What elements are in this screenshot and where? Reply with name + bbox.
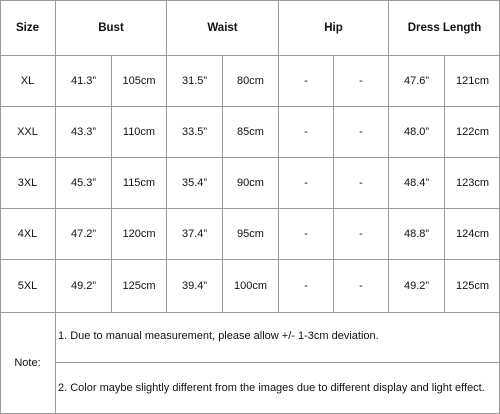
length-cm-cell: 125cm bbox=[455, 280, 490, 292]
bust-cm-cell: 120cm bbox=[122, 228, 156, 240]
hip-inch-cell: - bbox=[304, 280, 308, 292]
size-cell: 4XL bbox=[17, 228, 38, 240]
hip-cm-cell: - bbox=[359, 177, 363, 189]
length-cm-cell: 123cm bbox=[455, 177, 490, 189]
hip-inch-cell: - bbox=[304, 228, 308, 240]
waist-cm-cell: 100cm bbox=[233, 280, 268, 292]
size-cell: XL bbox=[20, 75, 35, 87]
size-cell: 3XL bbox=[17, 177, 38, 189]
length-cm-cell: 122cm bbox=[455, 126, 490, 138]
bust-inch-cell: 41.3” bbox=[70, 75, 97, 87]
length-inch-cell: 49.2” bbox=[403, 280, 430, 292]
waist-cm-cell: 90cm bbox=[237, 177, 264, 189]
hip-inch-cell: - bbox=[304, 75, 308, 87]
header-size: Size bbox=[15, 22, 39, 34]
waist-inch-cell: 35.4” bbox=[181, 177, 208, 189]
note-line-divider bbox=[56, 362, 500, 363]
waist-inch-cell: 31.5” bbox=[181, 75, 208, 87]
hip-cm-cell: - bbox=[359, 75, 363, 87]
bust-cm-cell: 115cm bbox=[122, 177, 156, 189]
hip-cm-cell: - bbox=[359, 280, 363, 292]
note-label: Note: bbox=[14, 357, 41, 369]
note-row-divider bbox=[0, 312, 500, 313]
bust-inch-cell: 47.2” bbox=[70, 228, 97, 240]
length-inch-cell: 48.4” bbox=[403, 177, 430, 189]
length-inch-cell: 48.0” bbox=[403, 126, 430, 138]
size-cell: 5XL bbox=[17, 280, 38, 292]
length-inch-cell: 47.6” bbox=[403, 75, 430, 87]
waist-cm-cell: 80cm bbox=[237, 75, 264, 87]
waist-cm-cell: 95cm bbox=[237, 228, 264, 240]
hip-inch-cell: - bbox=[304, 126, 308, 138]
header-hip: Hip bbox=[324, 22, 343, 34]
hip-inch-cell: - bbox=[304, 177, 308, 189]
header-waist: Waist bbox=[207, 22, 238, 34]
size-cell: XXL bbox=[17, 126, 38, 138]
bust-cm-cell: 105cm bbox=[122, 75, 156, 87]
bust-cm-cell: 125cm bbox=[122, 280, 156, 292]
length-cm-cell: 121cm bbox=[455, 75, 490, 87]
waist-inch-cell: 37.4” bbox=[181, 228, 208, 240]
length-inch-cell: 48.8” bbox=[403, 228, 430, 240]
length-cm-cell: 124cm bbox=[455, 228, 490, 240]
header-bust: Bust bbox=[98, 22, 124, 34]
bust-inch-cell: 45.3” bbox=[70, 177, 97, 189]
note-line-1: 1. Due to manual measurement, please allow +/- 1-3cm deviation. bbox=[58, 330, 379, 342]
bust-cm-cell: 110cm bbox=[122, 126, 156, 138]
waist-cm-cell: 85cm bbox=[237, 126, 264, 138]
bust-inch-cell: 43.3” bbox=[70, 126, 97, 138]
hip-cm-cell: - bbox=[359, 126, 363, 138]
note-line-2: 2. Color maybe slightly different from the images due to different display and light effect. bbox=[58, 382, 485, 394]
header-dress-length: Dress Length bbox=[407, 22, 482, 34]
waist-inch-cell: 33.5” bbox=[181, 126, 208, 138]
waist-inch-cell: 39.4” bbox=[181, 280, 208, 292]
bust-inch-cell: 49.2” bbox=[70, 280, 97, 292]
hip-cm-cell: - bbox=[359, 228, 363, 240]
